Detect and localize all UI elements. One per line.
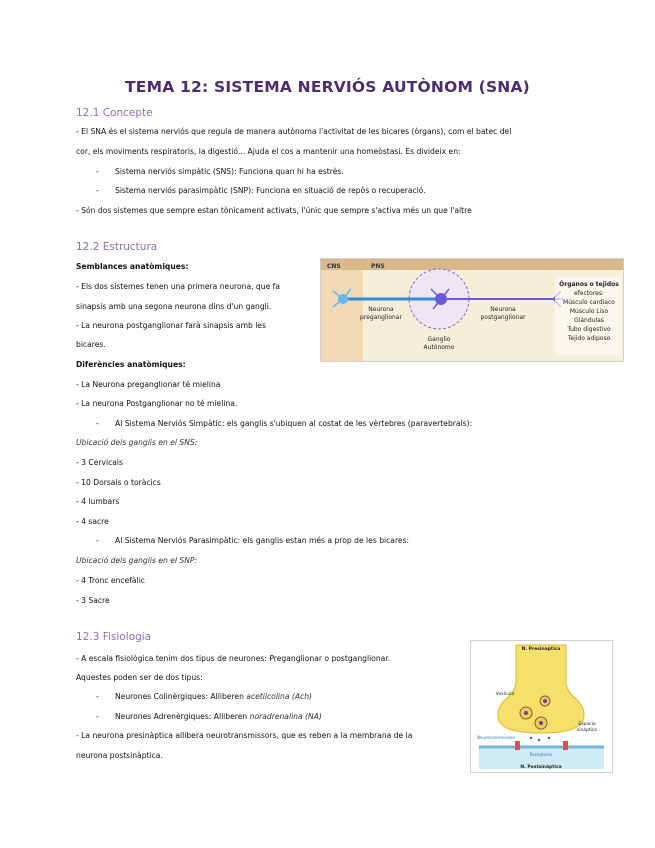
bullet-dash: - (96, 186, 99, 195)
italic-caption: Ubicació dels ganglis en el SNP: (76, 556, 197, 565)
bullet-text: Neurones Adrenèrgiques: Alliberen (115, 712, 250, 721)
synapse-illustration (471, 641, 612, 772)
paragraph-line: cor, els moviments respiratoris, la digestió... Ajuda el cos a mantenir una homeòstasi. Es divideix en: (76, 147, 461, 156)
page-title: TEMA 12: SISTEMA NERVIÓS AUTÒNOM (SNA) (125, 78, 530, 96)
list-item: - 3 Sacre (76, 596, 110, 605)
text-line: - La Neurona preganglionar té mielina (76, 380, 221, 389)
section-heading-fisiologia: 12.3 Fisiologia (76, 631, 152, 643)
list-item: - 4 sacre (76, 517, 109, 526)
text-line: Aquestes poden ser de dos tipus: (76, 673, 203, 682)
bullet-snp: Sistema nerviós parasimpàtic (SNP): Funciona en situació de repòs o recuperació. (115, 186, 426, 195)
bullet-italic: acetilcolina (Ach) (246, 692, 313, 701)
italic-caption: Ubicació dels ganglis en el SNS: (76, 438, 198, 447)
preganglionar-label: Neurona (368, 306, 394, 313)
bullet-dash: - (96, 692, 99, 701)
list-item: - 10 Dorsals o toràcics (76, 478, 161, 487)
bullet-snp-ganglis: Al Sistema Nerviós Parasimpàtic: els ganglis estan més a prop de les bicares: (115, 536, 410, 545)
organs-item: Glándulas (574, 317, 604, 324)
cleft-label: sináptico (576, 728, 598, 733)
bullet-sns: Sistema nerviós simpàtic (SNS): Funciona quan hi ha estrès. (115, 167, 344, 176)
text-line: sinapsis amb una segona neurona dins d'un gangli. (76, 302, 272, 311)
cleft-label: Espacio (578, 722, 596, 727)
ganglion-label: Autónomo (423, 344, 455, 351)
bullet-adrenergiques (115, 712, 322, 722)
postganglionar-label: Neurona (490, 306, 516, 313)
vesicle-label: Vesícula (495, 692, 515, 697)
organs-item: Tejido adiposo (567, 335, 611, 342)
neurotransmitter-label: Neurotransmisores (477, 735, 515, 740)
ganglion-label: Ganglio (427, 336, 451, 343)
list-item: - 4 Tronc encefàlic (76, 576, 145, 585)
organs-item: Tubo digestivo (567, 326, 611, 333)
text-line: - La neurona presinàptica allibera neurotransmissors, que es reben a la membrana de la (76, 731, 413, 740)
preganglionar-label: preganglionar (360, 314, 402, 321)
receptor-label: Receptores (529, 752, 553, 757)
bullet-dash: - (96, 536, 99, 545)
list-item: - 3 Cervicals (76, 458, 123, 467)
neuron-pathway-figure (320, 258, 624, 362)
bullet-italic: noradrenalina (NA) (249, 712, 322, 721)
paragraph-line: - Són dos sistemes que sempre estan tònicament activats, l'únic que sempre s'activa més un que l'altre (76, 206, 472, 215)
bullet-sns-ganglis: Al Sistema Nerviós Simpàtic: els ganglis s'ubiquen al costat de les vèrtebres (paravertebrals): (115, 419, 473, 428)
section-heading-estructura: 12.2 Estructura (76, 241, 158, 253)
organs-item: Músculo Liso (569, 308, 609, 315)
postsynaptic-label: N. Postsináptica (520, 765, 562, 770)
text-line: - A escala fisiològica tenim dos tipus de neurones: Preganglionar o postganglionar. (76, 654, 391, 663)
subheading-diferencies: Diferències anatòmiques: (76, 360, 186, 369)
bullet-dash: - (96, 167, 99, 176)
postganglionar-label: postganglionar (480, 314, 526, 321)
subheading-semblances: Semblances anatòmiques: (76, 262, 189, 271)
section-heading-concepte: 12.1 Concepte (76, 107, 153, 119)
organs-item: Músculo cardiaco (563, 299, 615, 306)
text-line: - La neurona Postganglionar no té mielina. (76, 399, 238, 408)
presynaptic-label: N. Presinaptica (521, 647, 561, 652)
bullet-dash: - (96, 419, 99, 428)
neuron-pathway-illustration (321, 259, 623, 361)
cns-label: CNS (327, 263, 341, 270)
bullet-colinergiques (115, 692, 312, 702)
text-line: bicares. (76, 340, 106, 349)
bullet-dash: - (96, 712, 99, 721)
text-line: - Els dos sistemes tenen una primera neurona, que fa (76, 282, 280, 291)
paragraph-line: - El SNA és el sistema nerviós que regula de manera autònoma l'activitat de les bicares (òrgans), com el batec del (76, 127, 512, 136)
pns-label: PNS (371, 263, 385, 270)
text-line: neurona postsinàptica. (76, 751, 163, 760)
organs-item: efectores: (574, 290, 604, 297)
synapse-figure (470, 640, 613, 773)
text-line: - La neurona postganglionar farà sinapsis amb les (76, 321, 266, 330)
bullet-text: Neurones Colinèrgiques: Alliberen (115, 692, 247, 701)
organs-title: Órganos o tejidos (559, 281, 619, 288)
list-item: - 4 lumbars (76, 497, 120, 506)
